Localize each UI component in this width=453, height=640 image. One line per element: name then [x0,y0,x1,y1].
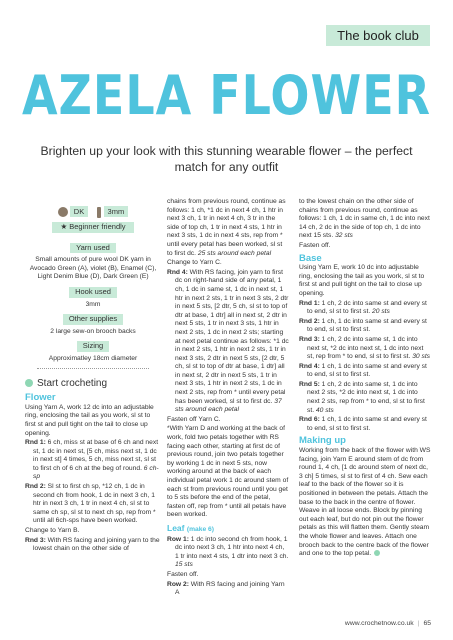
fasten-off-c: Fasten off Yarn C. [167,415,221,423]
change-yarn-b: Change to Yarn B. [25,527,80,535]
flower-round-3 [25,537,161,554]
page-footer [345,620,431,627]
page-subtitle: Brighten up your look with this stunning wearable flower – the perfect match for any outfit [40,144,413,174]
page-title: AZELA FLOWER [21,63,432,127]
flower-intro: Using Yarn A, work 12 dc into an adjustable ring, enclosing the tail as you work, sl st to first st and pull tight on the tail to close up opening. [25,403,154,437]
start-crocheting-heading [25,379,161,389]
leaf-fasten-off-2: Fasten off. [299,241,331,249]
crochet-hook-icon [97,207,101,218]
weight-hook-row [25,206,161,218]
round-text: 1 ch, 1 dc into same st and every st to end, sl st to first st. [307,317,427,334]
leaf-row-2 [167,581,289,598]
leaf-row-2-continued [299,198,432,241]
skill-level-text: Beginner friendly [69,222,126,231]
round-text: 6 ch, miss st at base of 6 ch and next st, 1 dc in next st, [5 ch, miss next st, 1 dc in next st] 4 times, 5 ch, miss next st, sl st to first ch of 6 ch at the beg of round. [33,439,159,472]
page-number: 65 [423,620,431,627]
round-text: 1 ch, 2 dc into same st, 1 dc into next st, *2 dc into next st, 1 dc into next st, rep from * to end, sl st to first st. [307,335,424,361]
round-label: Rnd 4: [299,362,320,370]
base-round-1 [299,300,432,317]
base-round-3 [299,336,432,362]
base-intro: Using Yarn E, work 10 dc into adjustable ring, enclosing the tail as you work, sl st to first st and pull tight on the tail to close up opening. [299,264,425,297]
stitch-count: 6 ch-sp [33,464,159,481]
change-yarn-c: Change to Yarn C. [167,259,222,267]
row-text: 1 dc into second ch from hook, 1 dc into next 3 ch, 1 htr into next 4 ch, 1 tr into next 4 sts, 1 dtr into next 3 ch. [175,535,289,560]
round-label: Rnd 6: [299,416,320,424]
making-up-body: Working from the back of the flower with WS facing, join Yarn E around stem of dc from round 1, 4 ch, [1 dc around stem of next dc, 3 ch] 5 times, sl st to first of 4 ch. Sew each leaf to the back of the flower so it is positioned in between the petals. Attach the base to the back in the centre of flower. Weave in all loose ends. Block by pinning out each leaf, but do not pin out the flower petals as this will flatten them. Gently steam the whole flower and leaves. Attach one brooch back to the centre back of the flower and one to the top petal. [299,447,431,558]
base-round-4 [299,363,432,380]
start-crocheting-text: Start crocheting [37,377,108,389]
yarn-d-instructions: *With Yarn D and working at the back of work, fold two petals together with RS facing each other, starting at first dc of previous round, join two petals together by working 1 dc in next 5 sts, now working around at the back of each individual petal work 1 dc around stem of each st from previous round until you get to 5 sts before the end of the petal, fasten off, rep from * until all petals have been worked. [167,425,289,519]
stitch-count: 37 sts around each petal [175,397,282,414]
flower-round-2 [25,483,161,526]
base-round-6 [299,416,432,433]
round-label: Rnd 3: [25,536,46,544]
yarn-used-text: Small amounts of pure wool DK yarn in Avocado Green (A), violet (B), Enamel (C), Light Denim Blue (D), Dark Green (E) [29,256,157,281]
leaf-heading [167,524,289,535]
row-text: to the lowest chain on the other side of chains from previous round, continue as follows: 1 ch, 1 dc in same ch, 1 dc into next 14 ch, 2 dc in the side of top ch, 1 dc into next 15 sts. [299,198,430,240]
leaf-fasten-off: Fasten off. [167,570,199,578]
sizing-text: Approximatley 18cm diameter [48,354,138,362]
supplies-text: 2 large sew-on brooch backs [50,327,136,335]
round-text: With RS facing, join yarn to first dc on right-hand side of any petal, 1 ch, 1 dc in same st, 1 dc in next st, 1 htr in next 2 sts, 1 tr in next 3 sts, 2 dtr in next 5 sts, [2 dtr, 5 ch, sl st to top of dtr at base, 1 dtr] all in next st, 2 dtr in next 5 sts, 1 tr in next 3 sts, 1 htr in next 2 sts, 1 dc in next 2 sts; starting at next petal continue as follows: *1 dc in next 2 sts, 1 htr in next 2 sts, 1 tr in next 3 sts, 2 dtr in next 5 sts, [2 dtr, 5 ch, sl st to top of dtr at base, 1 dtr] all in next st, 2 dtr in next 5 sts, 1 tr in next 3 sts, 1 htr in next 2 sts, 1 dc in next 2 sts, rep from * until every petal has been worked, sl st to first dc. [175,268,289,405]
stitch-count: 15 sts [175,561,193,569]
round-text: With RS facing and joining yarn to the lowest chain on the other side of [33,536,160,553]
round-text: 1 ch, 2 dc into same st and every st to end, sl st to first st. [307,299,427,316]
round-label: Rnd 1: [299,299,320,307]
row-label: Row 2: [167,580,189,588]
column-middle [167,198,289,599]
hook-used-text: 3mm [85,300,101,308]
skill-level-badge: ★ Beginner friendly [52,222,133,233]
footer-url: www.crochetnow.co.uk [344,620,414,627]
row-label: Row 1: [167,535,189,543]
sizing-heading: Sizing [77,341,109,352]
round-label: Rnd 1: [25,439,46,447]
divider [37,368,149,369]
stitch-count: 20 sts [372,308,390,316]
stitch-count: 30 sts [412,353,431,361]
round-text: 1 ch, 1 dc into same st and every st to end, sl st to first st. [307,416,427,432]
section-tab: The book club [326,25,430,46]
leaf-make-count: (make 6) [186,525,214,533]
stitch-count: 32 sts [335,232,353,240]
pattern-info-box [25,206,161,369]
flower-round-1 [25,439,161,482]
supplies-heading: Other supplies [63,314,123,325]
yarn-weight: DK [70,206,88,217]
bullet-dot-icon [25,379,33,387]
end-mark-icon [374,550,380,556]
flower-round-3-continued [167,198,289,258]
footer-separator: | [417,620,420,627]
hook-used-heading: Hook used [69,287,117,298]
making-up-text [299,447,432,559]
round-label: Rnd 2: [299,317,320,325]
round-label: Rnd 2: [25,483,46,491]
base-round-5 [299,381,432,415]
stitch-count: 25 sts around each petal [197,249,272,257]
round-label: Rnd 4: [167,268,188,276]
round-label: Rnd 5: [299,380,320,388]
leaf-heading-text: Leaf [167,522,185,533]
yarn-ball-icon [58,207,68,217]
yarn-used-heading: Yarn used [70,243,116,254]
flower-round-4 [167,269,289,415]
leaf-row-1 [167,536,289,570]
round-text: Sl st to first ch sp, *12 ch, 1 dc in second ch from hook, 1 dc in next 3 ch, 1 htr in next 3 ch, 1 tr in next 4 ch, sl st to same ch sp, sl st to next ch sp, rep from * until all 6ch-sps have been worked. [33,483,156,525]
round-label: Rnd 3: [299,335,320,343]
stitch-count: 40 sts [315,406,334,414]
round-text: 1 ch, 2 dc into same st, 1 dc into next 2 sts, *2 dc into next st, 1 dc into next 2 sts, rep from * to end, sl st to first st. [307,380,425,414]
round-text: 1 ch, 1 dc into same st and every st to end, sl st to first st. [307,362,427,379]
column-left [25,198,161,555]
making-up-heading: Making up [299,435,346,447]
column-right [299,198,432,560]
row-text: With RS facing and joining Yarn A [175,580,285,597]
round-text: chains from previous round, continue as follows: 1 ch, *1 dc in next 4 ch, 1 htr in next 3 ch, 1 tr in next 4 ch, 3 tr in the side of top ch, 1 tr in next 4 sts, 1 htr in next 3 sts, 1 dc in next 4 sts, rep from * until every petal has been worked, sl st to first dc. [167,198,286,257]
base-round-2 [299,318,432,335]
hook-size: 3mm [104,206,129,217]
flower-heading: Flower [25,392,56,404]
base-heading: Base [299,252,322,264]
